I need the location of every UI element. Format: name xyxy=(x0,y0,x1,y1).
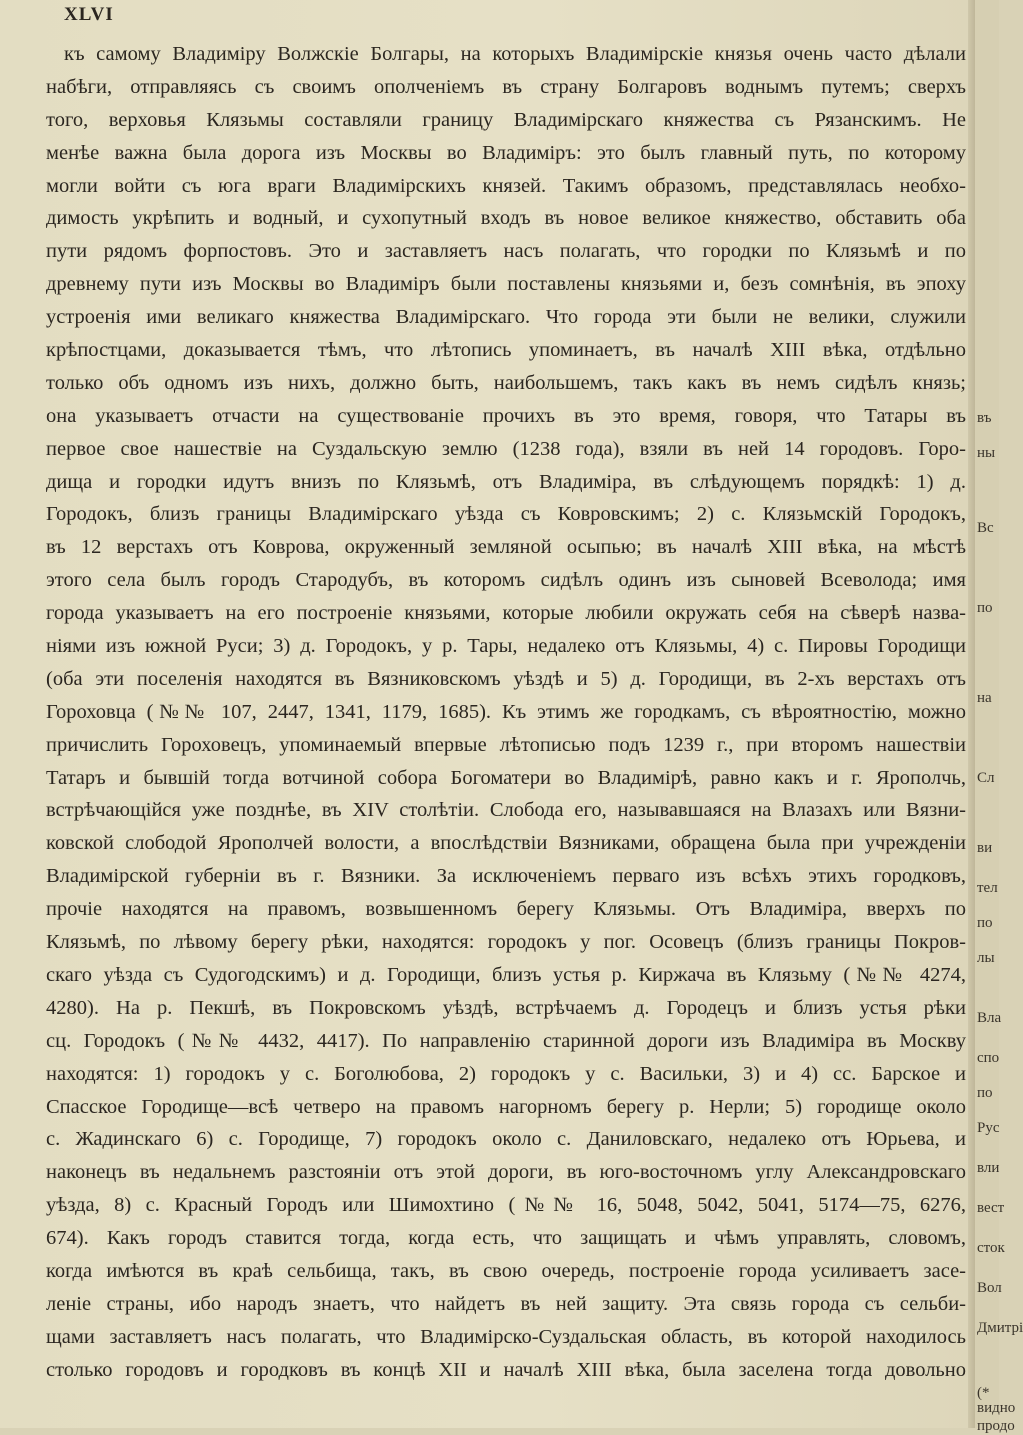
text-line: 674). Какъ городъ ставится тогда, когда есть, что защищать и чѣмъ управлять, словомъ, xyxy=(46,1227,966,1250)
text-line: наконецъ въ недальнемъ разстояніи отъ этой дороги, въ юго-восточномъ углу Александровскаго xyxy=(46,1161,966,1184)
text-line: леніе страны, ибо народъ знаетъ, что найдетъ въ ней защиту. Эта связь города съ сельби- xyxy=(46,1292,966,1315)
text-line: она указываетъ отчасти на существованіе прочихъ въ это время, говоря, что Татары въ xyxy=(46,404,966,427)
margin-fragment: Рус xyxy=(977,1120,1000,1136)
text-line: ковской слободой Ярополчей волости, а впослѣдствіи Вязниками, обращена была при учрежденіи xyxy=(46,832,966,855)
text-line: уѣзда, 8) с. Красный Городъ или Шимохтино (№№ 16, 5048, 5042, 5041, 5174—75, 6276, xyxy=(46,1194,966,1217)
adjacent-page-edge xyxy=(975,0,1023,1434)
margin-fragment: тел xyxy=(977,880,998,896)
margin-fragment: спо xyxy=(977,1050,1000,1066)
text-line: набѣги, отправляясь съ своимъ ополченіемъ въ страну Болгаровъ воднымъ путемъ; сверхъ xyxy=(46,75,966,98)
text-line: могли войти съ юга враги Владимірскихъ князей. Такимъ образомъ, представлялась необхо- xyxy=(46,174,966,197)
margin-fragment: вли xyxy=(977,1160,1000,1176)
text-line: первое свое нашествіе на Суздальскую землю (1238 года), взяли въ ней 14 городовъ. Горо- xyxy=(46,437,966,460)
text-line: щами заставляетъ насъ полагать, что Владимірско-Суздальская область, въ которой находилось xyxy=(46,1325,966,1348)
text-line: сц. Городокъ (№№ 4432, 4417). По направленію старинной дороги изъ Владиміра въ Москву xyxy=(46,1029,966,1052)
text-line: столько городовъ и городковъ въ концѣ XII и началѣ XIII вѣка, была заселена тогда довольно xyxy=(46,1358,966,1381)
margin-fragment: Вла xyxy=(977,1010,1002,1026)
page-gutter xyxy=(968,0,975,1428)
text-line: ніями изъ южной Руси; 3) д. Городокъ, у р. Тары, недалеко отъ Клязьмы, 4) с. Пировы Городищи xyxy=(46,635,966,658)
text-line: къ самому Владиміру Волжскіе Болгары, на которыхъ Владимірскіе князья очень часто дѣлали xyxy=(64,43,966,65)
margin-fragment: Вс xyxy=(977,520,994,536)
text-line: дища и городки идутъ внизъ по Клязьмѣ, отъ Владиміра, въ слѣдующемъ порядкѣ: 1) д. xyxy=(46,470,966,493)
text-line: только объ одномъ изъ нихъ, должно быть, наибольшемъ, такъ какъ въ немъ сидѣлъ князь; xyxy=(46,371,966,394)
margin-fragment: на xyxy=(977,690,992,706)
margin-fragment: сток xyxy=(977,1240,1005,1256)
text-line: Спасское Городище—всѣ четверо на правомъ нагорномъ берегу р. Нерли; 5) городище около xyxy=(46,1095,966,1118)
text-line: того, верховья Клязьмы составляли границу Владимірскаго княжества съ Рязанскимъ. Не xyxy=(46,108,966,131)
body-text xyxy=(46,38,966,1387)
text-line: Владимірской губерніи въ г. Вязники. За исключеніемъ перваго изъ всѣхъ этихъ городковъ, xyxy=(46,865,966,888)
margin-fragment: по xyxy=(977,1085,993,1101)
text-line: встрѣчающійся уже позднѣе, въ XIV столѣтіи. Слобода его, называвшаяся на Влазахъ или Вязни- xyxy=(46,799,966,822)
margin-fragment: по xyxy=(977,600,993,616)
text-line: находятся: 1) городокъ у с. Боголюбова, 2) городокъ у с. Васильки, 3) и 4) сс. Барское и xyxy=(46,1062,966,1085)
text-line: прочіе находятся на правомъ, возвышенномъ берегу Клязьмы. Отъ Владиміра, вверхъ по xyxy=(46,898,966,921)
margin-fragment: Дмитрі xyxy=(977,1320,1023,1336)
text-line: пути рядомъ форпостовъ. Это и заставляетъ насъ полагать, что городки по Клязьмѣ и по xyxy=(46,240,966,263)
text-line: Городокъ, близъ границы Владимірскаго уѣзда съ Ковровскимъ; 2) с. Клязьмскій Городокъ, xyxy=(46,503,966,526)
text-line: с. Жадинскаго 6) с. Городище, 7) городокъ около с. Даниловскаго, недалеко отъ Юрьева, и xyxy=(46,1128,966,1151)
text-line: устроенія ими великаго княжества Владимірскаго. Что города эти были не велики, служили xyxy=(46,306,966,329)
text-line: димость укрѣпить и водный, и сухопутный входъ въ новое великое княжество, обставить оба xyxy=(46,207,966,230)
margin-fragment: Сл xyxy=(977,770,995,786)
margin-fragment: вест xyxy=(977,1200,1005,1216)
margin-fragment: видно xyxy=(977,1400,1016,1416)
page-number: XLVI xyxy=(64,4,114,25)
text-line: причислить Гороховецъ, упоминаемый впервые лѣтописью подъ 1239 г., при второмъ нашествіи xyxy=(46,733,966,756)
margin-fragment: продо xyxy=(977,1418,1015,1434)
text-line: крѣпостцами, доказывается тѣмъ, что лѣтопись упоминаетъ, въ началѣ XIII вѣка, отдѣльно xyxy=(46,339,966,362)
text-line: скаго уѣзда съ Судогодскимъ) и д. Городищи, близъ устья р. Киржача въ Клязьму (№№ 4274, xyxy=(46,963,966,986)
margin-fragment: по xyxy=(977,915,993,931)
text-line: Клязьмѣ, по лѣвому берегу рѣки, находятся: городокъ у пог. Осовецъ (близъ границы Покров- xyxy=(46,931,966,954)
margin-fragment: въ xyxy=(977,410,992,426)
margin-fragment: ви xyxy=(977,840,993,856)
margin-fragment: Вол xyxy=(977,1280,1002,1296)
margin-fragment: ны xyxy=(977,445,996,461)
text-line: (оба эти поселенія находятся въ Вязниковскомъ уѣздѣ и 5) д. Городищи, въ 2-хъ верстахъ отъ xyxy=(46,667,966,690)
text-line: когда имѣются въ краѣ сельбища, такъ, въ свою очередь, построеніе города усиливаетъ засе- xyxy=(46,1259,966,1282)
text-line: Гороховца (№№ 107, 2447, 1341, 1179, 1685). Къ этимъ же городкамъ, съ вѣроятностію, можно xyxy=(46,700,966,723)
text-line: 4280). На р. Пекшѣ, въ Покровскомъ уѣздѣ, встрѣчаемъ д. Городецъ и близъ устья рѣки xyxy=(46,996,966,1019)
text-line: менѣе важна была дорога изъ Москвы во Владиміръ: это былъ главный путь, по которому xyxy=(46,141,966,164)
text-line: Татаръ и бывшій тогда вотчиной собора Богоматери во Владимірѣ, равно какъ и г. Ярополчь, xyxy=(46,766,966,789)
text-line: города указываетъ на его построеніе князьями, которые любили окружать себя на сѣверѣ назва- xyxy=(46,602,966,625)
text-line: древнему пути изъ Москвы во Владиміръ были поставлены князьями и, безъ сомнѣнія, въ эпоху xyxy=(46,273,966,296)
margin-fragment: лы xyxy=(977,950,995,966)
text-line: въ 12 верстахъ отъ Коврова, окруженный земляной осыпью; въ началѣ XIII вѣка, на мѣстѣ xyxy=(46,536,966,559)
text-line: этого села былъ городъ Стародубъ, въ которомъ сидѣлъ одинъ изъ сыновей Всеволода; имя xyxy=(46,569,966,592)
margin-fragment: (* xyxy=(977,1385,990,1401)
